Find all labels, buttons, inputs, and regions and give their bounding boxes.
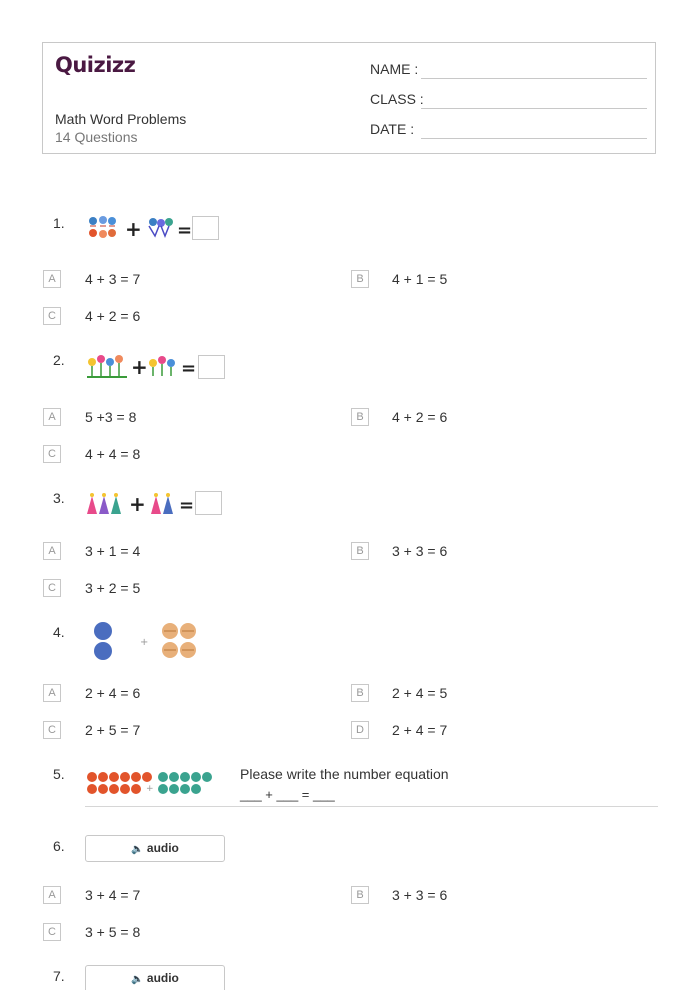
name-field[interactable] <box>421 78 647 79</box>
question-number: 1. <box>53 215 65 231</box>
speaker-icon: 🔈 <box>131 844 144 855</box>
svg-text:+: + <box>129 492 146 516</box>
option-text: 4 + 2 = 6 <box>85 308 141 324</box>
audio-button[interactable] <box>85 965 225 990</box>
option-text: 2 + 5 = 7 <box>85 722 141 738</box>
option-letter-box[interactable]: B <box>351 408 369 426</box>
quizizz-logo: Quizizz <box>55 53 136 77</box>
question-number: 4. <box>53 624 65 640</box>
class-label: CLASS : <box>370 91 424 107</box>
option-letter-box[interactable]: B <box>351 270 369 288</box>
option-text: 2 + 4 = 5 <box>392 685 448 701</box>
option-letter-box[interactable]: A <box>43 684 61 702</box>
option-letter-box[interactable]: D <box>351 721 369 739</box>
option-letter-box[interactable]: C <box>43 923 61 941</box>
option-text: 4 + 2 = 6 <box>392 409 448 425</box>
name-label: NAME : <box>370 61 419 77</box>
option-letter-box[interactable]: C <box>43 307 61 325</box>
beads-addition-icon <box>86 769 226 799</box>
audio-label: audio <box>146 971 179 985</box>
option-letter-box[interactable]: B <box>351 542 369 560</box>
worksheet-title: Math Word Problems <box>55 111 187 127</box>
option-text: 2 + 4 = 7 <box>392 722 448 738</box>
option-text: 3 + 5 = 8 <box>85 924 141 940</box>
option-text: 2 + 4 = 6 <box>85 685 141 701</box>
option-letter-box[interactable]: C <box>43 579 61 597</box>
question-count: 14 Questions <box>55 129 138 145</box>
class-field[interactable] <box>421 108 647 109</box>
option-letter-box[interactable]: A <box>43 270 61 288</box>
option-letter-box[interactable]: A <box>43 408 61 426</box>
option-letter-box[interactable]: C <box>43 445 61 463</box>
option-text: 3 + 1 = 4 <box>85 543 141 559</box>
option-letter-box[interactable]: B <box>351 684 369 702</box>
option-text: 4 + 3 = 7 <box>85 271 141 287</box>
option-text: 5 +3 = 8 <box>85 409 137 425</box>
option-text: 4 + 1 = 5 <box>392 271 448 287</box>
svg-text:=: = <box>179 495 195 516</box>
answer-box[interactable] <box>198 355 225 379</box>
equation-blank[interactable]: ___ + ___ = ___ <box>240 787 335 802</box>
date-label: DATE : <box>370 121 415 137</box>
question-number: 3. <box>53 490 65 506</box>
option-letter-box[interactable]: C <box>43 721 61 739</box>
svg-text:+: + <box>146 784 154 794</box>
option-text: 3 + 2 = 5 <box>85 580 141 596</box>
worksheet-header <box>42 42 656 154</box>
answer-box[interactable] <box>192 216 219 240</box>
question-number: 7. <box>53 968 65 984</box>
coins-addition-icon <box>90 620 205 664</box>
question-number: 6. <box>53 838 65 854</box>
question-number: 2. <box>53 352 65 368</box>
svg-text:+: + <box>125 217 142 241</box>
answer-line <box>85 806 658 807</box>
option-text: 4 + 4 = 8 <box>85 446 141 462</box>
svg-text:=: = <box>177 220 193 241</box>
audio-button[interactable] <box>85 835 225 862</box>
svg-text:+: + <box>140 637 149 648</box>
option-letter-box[interactable]: B <box>351 886 369 904</box>
svg-text:=: = <box>181 358 197 379</box>
speaker-icon: 🔈 <box>131 974 144 985</box>
svg-text:+: + <box>131 355 148 379</box>
option-letter-box[interactable]: A <box>43 542 61 560</box>
option-text: 3 + 3 = 6 <box>392 887 448 903</box>
option-text: 3 + 3 = 6 <box>392 543 448 559</box>
option-letter-box[interactable]: A <box>43 886 61 904</box>
option-text: 3 + 4 = 7 <box>85 887 141 903</box>
audio-label: audio <box>146 841 179 855</box>
question-prompt: Please write the number equation <box>240 766 449 782</box>
question-number: 5. <box>53 766 65 782</box>
answer-box[interactable] <box>195 491 222 515</box>
date-field[interactable] <box>421 138 647 139</box>
